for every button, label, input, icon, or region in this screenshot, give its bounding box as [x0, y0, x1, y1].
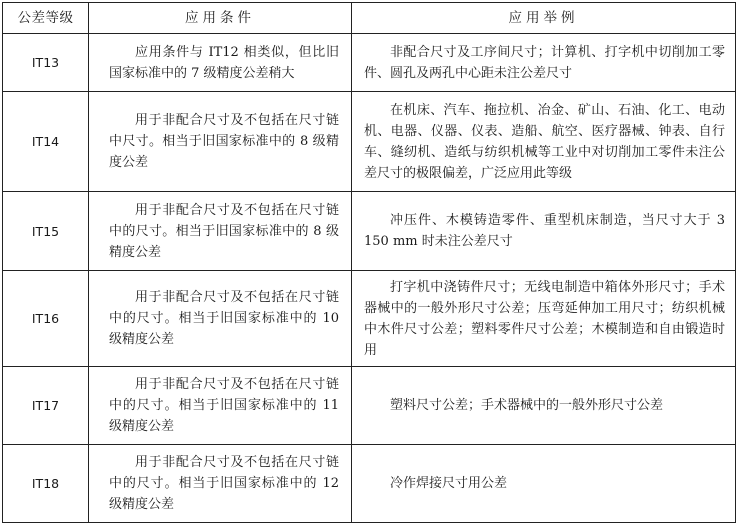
condition-cell — [89, 34, 352, 92]
condition-text: 用于非配合尺寸及不包括在尺寸链中的尺寸。相当于旧国家标准中的 8 级精度公差 — [109, 202, 339, 260]
grade-cell: IT17 — [3, 367, 89, 445]
example-text: 在机床、汽车、拖拉机、冶金、矿山、石油、化工、电动机、电器、仪器、仪表、造船、航空、医疗器械、钟表、自行车、缝纫机、造纸与纺织机械等工业中对切削加工零件未注公差尺寸的极限偏差，广泛应用此等级 — [364, 102, 725, 181]
condition-cell — [89, 192, 352, 271]
condition-text: 用于非配合尺寸及不包括在尺寸链中尺寸。相当于旧国家标准中的 8 级精度公差 — [109, 113, 339, 170]
grade-cell: IT13 — [3, 34, 89, 92]
condition-cell — [89, 367, 352, 445]
grade-cell: IT15 — [3, 192, 89, 271]
example-cell — [352, 271, 736, 367]
table-row — [3, 367, 736, 445]
grade-cell: IT16 — [3, 271, 89, 367]
condition-text: 用于非配合尺寸及不包括在尺寸链中的尺寸。相当于旧国家标准中的 12 级精度公差 — [109, 455, 339, 512]
condition-cell — [89, 92, 352, 192]
condition-text: 用于非配合尺寸及不包括在尺寸链中的尺寸。相当于旧国家标准中的 11 级精度公差 — [109, 377, 339, 434]
condition-text: 应用条件与 IT12 相类似，但比旧国家标准中的 7 级精度公差稍大 — [109, 44, 339, 81]
header-example: 应用举例 — [352, 3, 736, 34]
example-text: 打字机中浇铸件尺寸；无线电制造中箱体外形尺寸；手术器械中的一般外形尺寸公差；压弯延伸加工用尺寸；纺织机械中木件尺寸公差；塑料零件尺寸公差；木模制造和自由锻造时用 — [364, 279, 725, 358]
table-row — [3, 92, 736, 192]
table-row — [3, 192, 736, 271]
grade-cell: IT14 — [3, 92, 89, 192]
example-text: 冷作焊接尺寸用公差 — [390, 476, 508, 491]
example-cell — [352, 367, 736, 445]
grade-cell: IT18 — [3, 445, 89, 523]
example-cell — [352, 92, 736, 192]
header-row — [3, 3, 736, 34]
condition-cell — [89, 445, 352, 523]
header-grade: 公差等级 — [3, 3, 89, 34]
example-text: 塑料尺寸公差；手术器械中的一般外形尺寸公差 — [390, 398, 664, 413]
example-cell — [352, 445, 736, 523]
table-row — [3, 271, 736, 367]
example-text: 冲压件、木模铸造零件、重型机床制造，当尺寸大于 3 150 mm 时未注公差尺寸 — [364, 213, 725, 249]
header-condition: 应用条件 — [89, 3, 352, 34]
example-cell — [352, 192, 736, 271]
condition-text: 用于非配合尺寸及不包括在尺寸链中的尺寸。相当于旧国家标准中的 10 级精度公差 — [109, 290, 339, 347]
table-row — [3, 445, 736, 523]
tolerance-grade-table — [2, 2, 736, 523]
table-row — [3, 34, 736, 92]
example-cell — [352, 34, 736, 92]
example-text: 非配合尺寸及工序间尺寸；计算机、打字机中切削加工零件、圆孔及两孔中心距未注公差尺寸 — [364, 44, 725, 81]
condition-cell — [89, 271, 352, 367]
